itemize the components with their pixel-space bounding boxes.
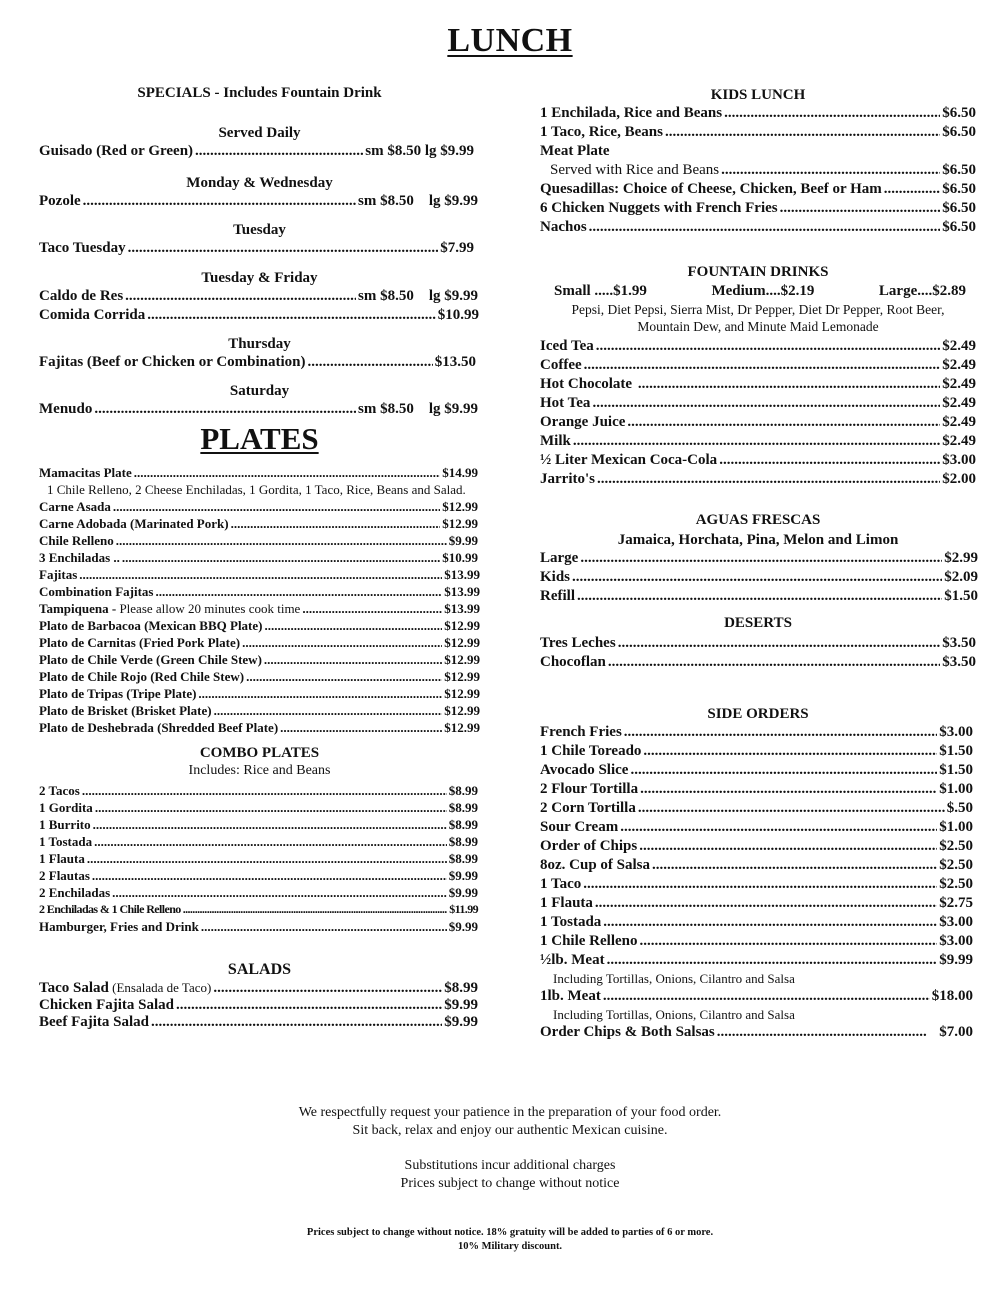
fountain-title: FOUNTAIN DRINKS	[687, 264, 829, 280]
menu-item: 2 Enchiladas & 1 Chile Relleno ..... $11.99	[39, 901, 480, 918]
menu-item: ½ Liter Mexican Coca-Cola ..... $3.00	[540, 451, 976, 470]
footer-fine-2: 10% Military discount.	[457, 1241, 563, 1252]
menu-item: Fajitas (Beef or Chicken or Combination) ..... $13.50	[39, 353, 480, 372]
menu-item: 3 Enchiladas .. ..... $10.99	[39, 549, 480, 566]
sides-title: SIDE ORDERS	[707, 706, 809, 722]
special-day: Tuesday	[233, 222, 286, 238]
left-column	[39, 84, 480, 1031]
special-day: Monday & Wednesday	[186, 175, 333, 191]
plates-title: PLATES	[200, 421, 319, 456]
menu-item: 1 Tostada ..... $3.00	[540, 913, 976, 932]
item-note: Including Tortillas, Onions, Cilantro and Salsa	[553, 971, 795, 986]
combo-subtitle: Includes: Rice and Beans	[188, 763, 331, 778]
plates-list	[39, 464, 480, 736]
menu-item: Plato de Carnitas (Fried Pork Plate) ..... $12.99	[39, 634, 480, 651]
menu-item: Fajitas ..... $13.99	[39, 566, 480, 583]
item-note: Including Tortillas, Onions, Cilantro and Salsa	[553, 1007, 795, 1022]
menu-item: Taco Tuesday ..... $7.99	[39, 239, 480, 258]
menu-item: 1 Taco ..... $2.50	[540, 875, 976, 894]
menu-item: Quesadillas: Choice of Cheese, Chicken, Beef or Ham ..... $6.50	[540, 180, 976, 199]
aguas-subtitle: Jamaica, Horchata, Pina, Melon and Limon	[617, 532, 899, 548]
menu-item: 1 Enchilada, Rice and Beans ..... $6.50	[540, 104, 976, 123]
special-group-thursday	[39, 335, 480, 372]
special-group-tuesday	[39, 221, 480, 258]
menu-item: Plato de Tripas (Tripe Plate) ..... $12.99	[39, 685, 480, 702]
menu-item: Hamburger, Fries and Drink ..... $9.99	[39, 918, 480, 935]
menu-item: Caldo de Res ..... sm $8.50 lg $9.99	[39, 287, 480, 306]
menu-item: 1 Chile Toreado ..... $1.50	[540, 742, 976, 761]
menu-item: Plato de Chile Rojo (Red Chile Stew) ..... $12.99	[39, 668, 480, 685]
menu-item: Meat Plate	[540, 143, 610, 159]
menu-item: 1 Taco, Rice, Beans ..... $6.50	[540, 123, 976, 142]
menu-item: 1lb. Meat ..... $18.00	[540, 987, 976, 1006]
menu-item: Hot Tea ..... $2.49	[540, 394, 976, 413]
menu-item: 2 Enchiladas ..... $9.99	[39, 884, 480, 901]
footer-line-1: We respectfully request your patience in the preparation of your food order.	[298, 1105, 722, 1120]
special-group-tue-fri	[39, 269, 480, 325]
menu-item: Carne Adobada (Marinated Pork) ..... $12.99	[39, 515, 480, 532]
menu-item: Mamacitas Plate ..... $14.99	[39, 464, 480, 481]
menu-item: Plato de Deshebrada (Shredded Beef Plate) ..... $12.99	[39, 719, 480, 736]
menu-item: Refill ..... $1.50	[540, 587, 976, 606]
menu-item: Sour Cream ..... $1.00	[540, 818, 976, 837]
menu-item: 2 Corn Tortilla ..... $.50	[540, 799, 976, 818]
footer-line-4: Prices subject to change without notice	[400, 1176, 620, 1191]
special-group-mon-wed	[39, 174, 480, 211]
kids-section	[540, 86, 976, 237]
menu-item: Chocoflan ..... $3.50	[540, 653, 976, 672]
salads-section	[39, 961, 480, 1031]
menu-item: 1 Tostada ..... $8.99	[39, 833, 480, 850]
menu-item: Menudo ..... sm $8.50 lg $9.99	[39, 400, 480, 419]
menu-item: Tampiquena - Please allow 20 minutes cook time ..... $13.99	[39, 600, 480, 617]
menu-item: Order of Chips ..... $2.50	[540, 837, 976, 856]
menu-item: Chile Relleno ..... $9.99	[39, 532, 480, 549]
menu-item: 1 Flauta ..... $8.99	[39, 850, 480, 867]
footer-fine-1: Prices subject to change without notice. 18% gratuity will be added to parties of 6 or more.	[306, 1227, 714, 1238]
menu-item: Nachos ..... $6.50	[540, 218, 976, 237]
menu-item: Taco Salad (Ensalada de Taco) ..... $8.99	[39, 979, 480, 997]
fountain-flavors: Pepsi, Diet Pepsi, Sierra Mist, Dr Pepper, Diet Dr Pepper, Root Beer,	[571, 302, 945, 317]
special-day: Served Daily	[218, 125, 301, 141]
menu-item: Avocado Slice ..... $1.50	[540, 761, 976, 780]
menu-item: Plato de Barbacoa (Mexican BBQ Plate) ..... $12.99	[39, 617, 480, 634]
item-note: 1 Chile Relleno, 2 Cheese Enchiladas, 1 Gordita, 1 Taco, Rice, Beans and Salad.	[47, 482, 466, 497]
footer-line-2: Sit back, relax and enjoy our authentic Mexican cuisine.	[352, 1123, 668, 1138]
menu-item: Guisado (Red or Green) ..... sm $8.50 lg $9.99	[39, 142, 480, 161]
menu-item: 6 Chicken Nuggets with French Fries ..... $6.50	[540, 199, 976, 218]
special-day: Saturday	[229, 383, 290, 399]
menu-item: Milk ..... $2.49	[540, 432, 976, 451]
menu-item: 8oz. Cup of Salsa ..... $2.50	[540, 856, 976, 875]
menu-item: 2 Flautas ..... $9.99	[39, 867, 480, 884]
menu-item: 1 Burrito ..... $8.99	[39, 816, 480, 833]
menu-item: Carne Asada ..... $12.99	[39, 498, 480, 515]
deserts-title: DESERTS	[724, 615, 792, 631]
right-column	[540, 86, 976, 1042]
fountain-section	[540, 263, 976, 489]
menu-item: 1 Chile Relleno ..... $3.00	[540, 932, 976, 951]
menu-item: Served with Rice and Beans ..... $6.50	[540, 161, 976, 180]
size-medium: Medium....$2.19	[711, 283, 815, 299]
menu-item: 2 Tacos ..... $8.99	[39, 782, 480, 799]
kids-title: KIDS LUNCH	[710, 87, 806, 103]
special-group-saturday	[39, 382, 480, 419]
menu-item: Jarrito's ..... $2.00	[540, 470, 976, 489]
menu-item: Combination Fajitas ..... $13.99	[39, 583, 480, 600]
special-group-daily	[39, 124, 480, 161]
size-small: Small .....$1.99	[554, 283, 647, 299]
menu-item: Coffee ..... $2.49	[540, 356, 976, 375]
menu-item: Chicken Fajita Salad ..... $9.99	[39, 997, 480, 1014]
menu-item: French Fries ..... $3.00	[540, 723, 976, 742]
menu-item: Pozole ..... sm $8.50 lg $9.99	[39, 192, 480, 211]
menu-item: Tres Leches ..... $3.50	[540, 634, 976, 653]
aguas-section	[540, 511, 976, 606]
menu-item: Plato de Chile Verde (Green Chile Stew) ..... $12.99	[39, 651, 480, 668]
menu-item: Kids ..... $2.09	[540, 568, 976, 587]
menu-item: Order Chips & Both Salsas ..... $7.00	[540, 1023, 976, 1042]
fountain-flavors-2: Mountain Dew, and Minute Maid Lemonade	[637, 319, 879, 334]
menu-item: Comida Corrida ..... $10.99	[39, 306, 480, 325]
deserts-section	[540, 614, 976, 672]
combo-title: COMBO PLATES	[199, 745, 320, 761]
special-day: Tuesday & Friday	[201, 270, 318, 286]
fountain-sizes	[540, 281, 976, 301]
menu-item: Beef Fajita Salad ..... $9.99	[39, 1014, 480, 1031]
page-title: LUNCH	[447, 22, 573, 59]
menu-item: Iced Tea ..... $2.49	[540, 337, 976, 356]
salads-title: SALADS	[227, 961, 292, 978]
menu-item: ½lb. Meat ..... $9.99	[540, 951, 976, 970]
menu-item: 2 Flour Tortilla ..... $1.00	[540, 780, 976, 799]
menu-item: Orange Juice ..... $2.49	[540, 413, 976, 432]
menu-item: Large ..... $2.99	[540, 549, 976, 568]
aguas-title: AGUAS FRESCAS	[695, 512, 821, 528]
sides-section	[540, 705, 976, 1042]
specials-header: SPECIALS - Includes Fountain Drink	[137, 85, 382, 101]
special-day: Thursday	[228, 336, 291, 352]
footer-line-3: Substitutions incur additional charges	[404, 1158, 616, 1173]
menu-item: Hot Chocolate ..... $2.49	[540, 375, 976, 394]
size-large: Large....$2.89	[878, 283, 966, 299]
menu-item: Plato de Brisket (Brisket Plate) ..... $12.99	[39, 702, 480, 719]
menu-item: 1 Gordita ..... $8.99	[39, 799, 480, 816]
menu-item: 1 Flauta ..... $2.75	[540, 894, 976, 913]
combo-section	[39, 744, 480, 935]
